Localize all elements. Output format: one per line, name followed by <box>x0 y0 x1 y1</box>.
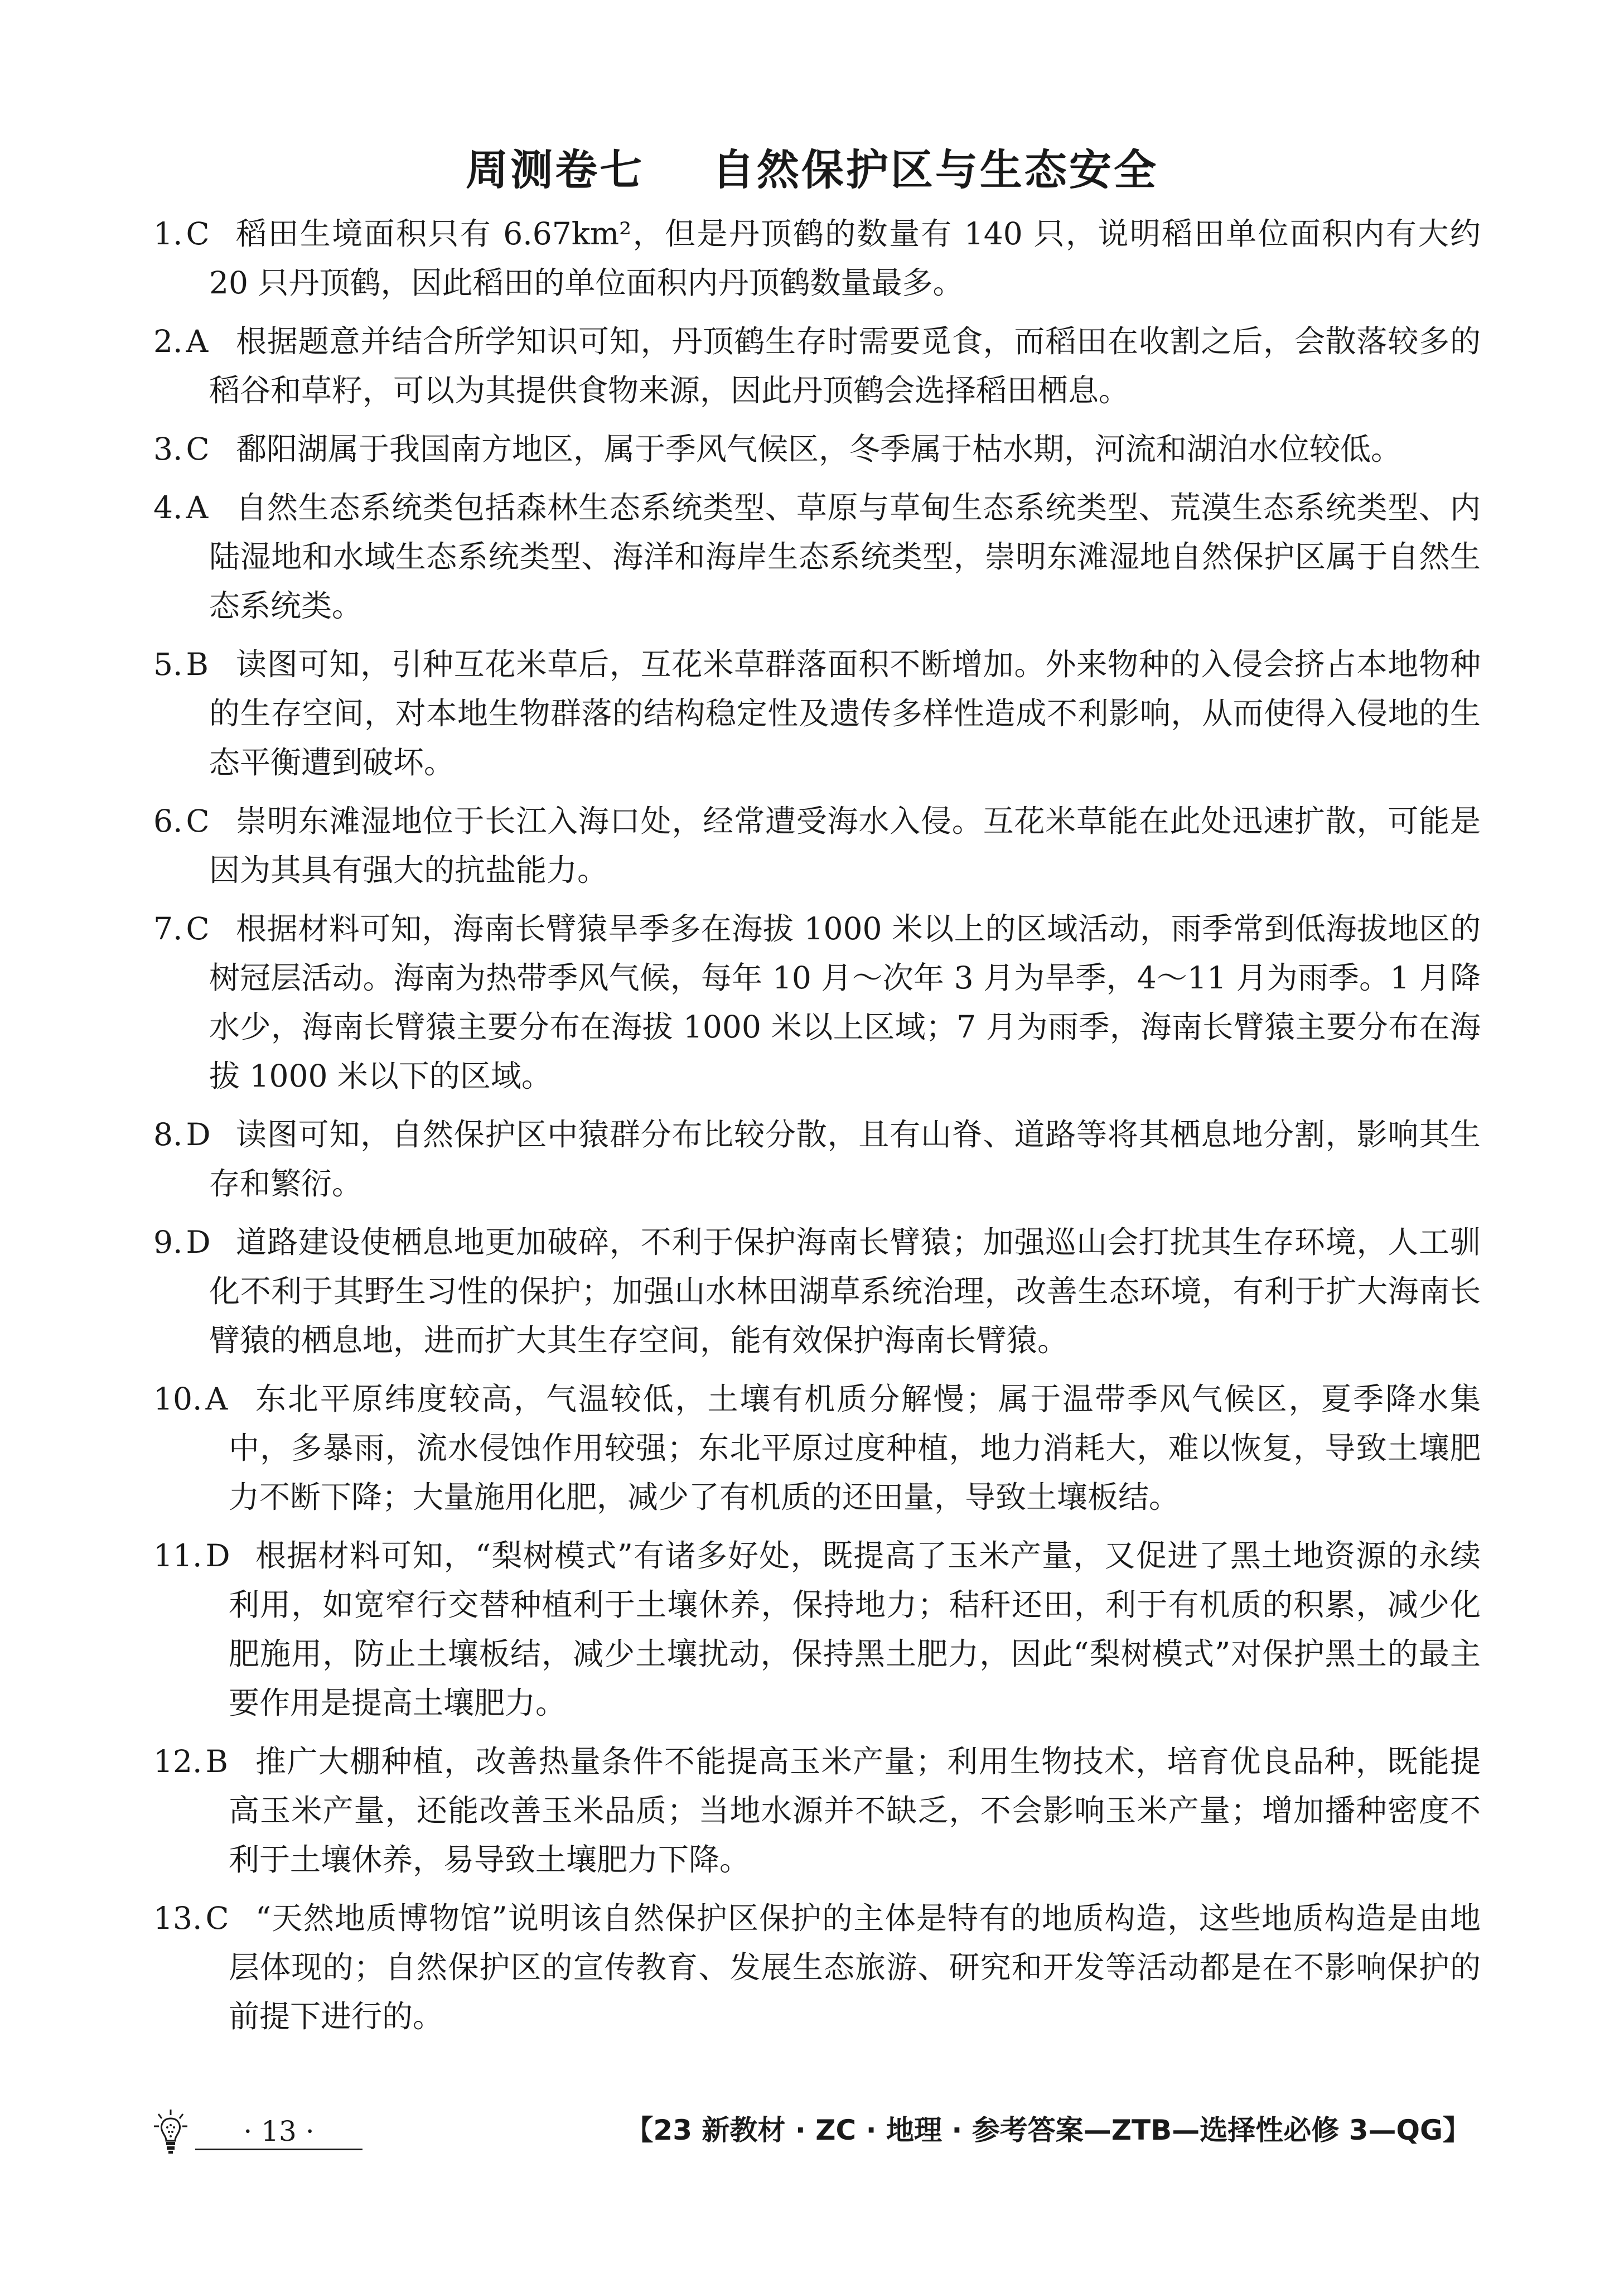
answer-item <box>153 1110 1481 1208</box>
answer-item <box>153 640 1481 787</box>
answer-explanation: 推广大棚种植，改善热量条件不能提高玉米产量；利用生物技术，培育优良品种，既能提高玉米产量，还能改善玉米品质；当地水源并不缺乏，不会影响玉米产量；增加播种密度不利于土壤休养，易导致土壤肥力下降。 <box>229 1744 1481 1877</box>
answer-head <box>153 1110 211 1159</box>
question-number: 4. <box>153 490 183 525</box>
answer-explanation: 东北平原纬度较高，气温较低，土壤有机质分解慢；属于温带季风气候区，夏季降水集中，多暴雨，流水侵蚀作用较强；东北平原过度种植，地力消耗大，难以恢复，导致土壤肥力不断下降；大量施用化肥，减少了有机质的还田量，导致土壤板结。 <box>229 1381 1481 1515</box>
answer-letter: C <box>186 911 210 947</box>
question-number: 13. <box>153 1900 202 1936</box>
question-number: 3. <box>153 431 183 467</box>
question-number: 7. <box>153 911 183 947</box>
question-number: 2. <box>153 324 183 359</box>
answer-head <box>153 1218 211 1267</box>
answer-item <box>153 1218 1481 1365</box>
answer-explanation: 自然生态系统类包括森林生态系统类型、草原与草甸生态系统类型、荒漠生态系统类型、内陆湿地和水域生态系统类型、海洋和海岸生态系统类型，崇明东滩湿地自然保护区属于自然生态系统类。 <box>209 490 1481 624</box>
answer-item <box>153 904 1481 1101</box>
answer-item <box>153 483 1481 630</box>
answer-head <box>153 317 208 366</box>
answer-explanation: 崇明东滩湿地位于长江入海口处，经常遭受海水入侵。互花米草能在此处迅速扩散，可能是因为其具有强大的抗盐能力。 <box>209 803 1481 888</box>
answer-item <box>153 1531 1481 1727</box>
page-title: 周测卷七 自然保护区与生态安全 <box>466 145 1158 195</box>
answer-item <box>153 317 1481 415</box>
answer-explanation: 读图可知，自然保护区中猿群分布比较分散，且有山脊、道路等将其栖息地分割，影响其生存和繁衍。 <box>209 1117 1481 1201</box>
answer-letter: B <box>186 646 209 682</box>
series-label: 【23 新教材 · ZC · 地理 · 参考答案—ZTB—选择性必修 3—QG】 <box>625 2114 1471 2146</box>
answer-item <box>153 1737 1481 1884</box>
answer-explanation: 根据题意并结合所学知识可知，丹顶鹤生存时需要觅食，而稻田在收割之后，会散落较多的稻谷和草籽，可以为其提供食物来源，因此丹顶鹤会选择稻田栖息。 <box>209 324 1481 408</box>
answer-explanation: 道路建设使栖息地更加破碎，不利于保护海南长臂猿；加强巡山会打扰其生存环境，人工驯化不利于其野生习性的保护；加强山水林田湖草系统治理，改善生态环境，有利于扩大海南长臂猿的栖息地，进而扩大其生存空间，能有效保护海南长臂猿。 <box>209 1224 1481 1358</box>
answer-head <box>153 1737 228 1786</box>
answer-letter: D <box>205 1538 230 1574</box>
answer-letter: A <box>186 490 209 525</box>
answer-item <box>153 797 1481 895</box>
answer-head <box>153 1374 228 1423</box>
question-number: 5. <box>153 646 183 682</box>
question-number: 11. <box>153 1538 202 1574</box>
answer-head <box>153 797 210 846</box>
answer-head <box>153 1894 229 1943</box>
answer-letter: A <box>186 324 209 359</box>
answer-head <box>153 1531 230 1580</box>
question-number: 12. <box>153 1744 202 1779</box>
answer-letter: C <box>186 431 210 467</box>
answer-letter: D <box>186 1224 211 1260</box>
question-number: 1. <box>153 216 183 252</box>
answer-head <box>153 483 208 532</box>
answer-head <box>153 209 210 258</box>
lightbulb-icon <box>154 2108 187 2156</box>
answer-explanation: “天然地质博物馆”说明该自然保护区保护的主体是特有的地质构造，这些地质构造是由地层体现的；自然保护区的宣传教育、发展生态旅游、研究和开发等活动都是在不影响保护的前提下进行的。 <box>229 1900 1481 2034</box>
answer-item <box>153 1894 1481 2041</box>
answer-item <box>153 1374 1481 1522</box>
page-number: · 13 · <box>195 2114 362 2150</box>
question-number: 6. <box>153 803 183 839</box>
answer-explanation: 根据材料可知，“梨树模式”有诸多好处，既提高了玉米产量，又促进了黑土地资源的永续利用，如宽窄行交替种植利于土壤休养，保持地力；秸秆还田，利于有机质的积累，减少化肥施用，防止土壤板结，减少土壤扰动，保持黑土肥力，因此“梨树模式”对保护黑土的最主要作用是提高土壤肥力。 <box>229 1538 1481 1721</box>
answer-letter: B <box>205 1744 228 1779</box>
answer-letter: C <box>186 216 210 252</box>
answer-explanation: 根据材料可知，海南长臂猿旱季多在海拔 1000 米以上的区域活动，雨季常到低海拔地区的树冠层活动。海南为热带季风气候，每年 10 月～次年 3 月为旱季，4～11 月为雨季。1 月降水少，海南长臂猿主要分布在海拔 1000 米以上区域；7 月为雨季，海南长臂猿主要分布在海拔 1000 米以下的区域。 <box>209 911 1481 1094</box>
answer-head <box>153 904 210 953</box>
answer-item <box>153 424 1481 474</box>
answer-letter: C <box>186 803 210 839</box>
question-number: 10. <box>153 1381 202 1417</box>
question-number: 9. <box>153 1224 183 1260</box>
answer-letter: C <box>205 1900 229 1936</box>
answer-explanation: 稻田生境面积只有 6.67km²，但是丹顶鹤的数量有 140 只，说明稻田单位面积内有大约 20 只丹顶鹤，因此稻田的单位面积内丹顶鹤数量最多。 <box>209 216 1481 301</box>
question-number: 8. <box>153 1117 183 1152</box>
answer-letter: D <box>186 1117 211 1152</box>
answer-item <box>153 209 1481 307</box>
answer-letter: A <box>205 1381 228 1417</box>
answer-list <box>153 209 1481 2050</box>
answer-explanation: 读图可知，引种互花米草后，互花米草群落面积不断增加。外来物种的入侵会挤占本地物种的生存空间，对本地生物群落的结构稳定性及遗传多样性造成不利影响，从而使得入侵地的生态平衡遭到破坏。 <box>209 646 1481 780</box>
answer-head <box>153 640 209 689</box>
answer-head <box>153 424 210 474</box>
answer-explanation: 鄱阳湖属于我国南方地区，属于季风气候区，冬季属于枯水期，河流和湖泊水位较低。 <box>236 431 1402 467</box>
